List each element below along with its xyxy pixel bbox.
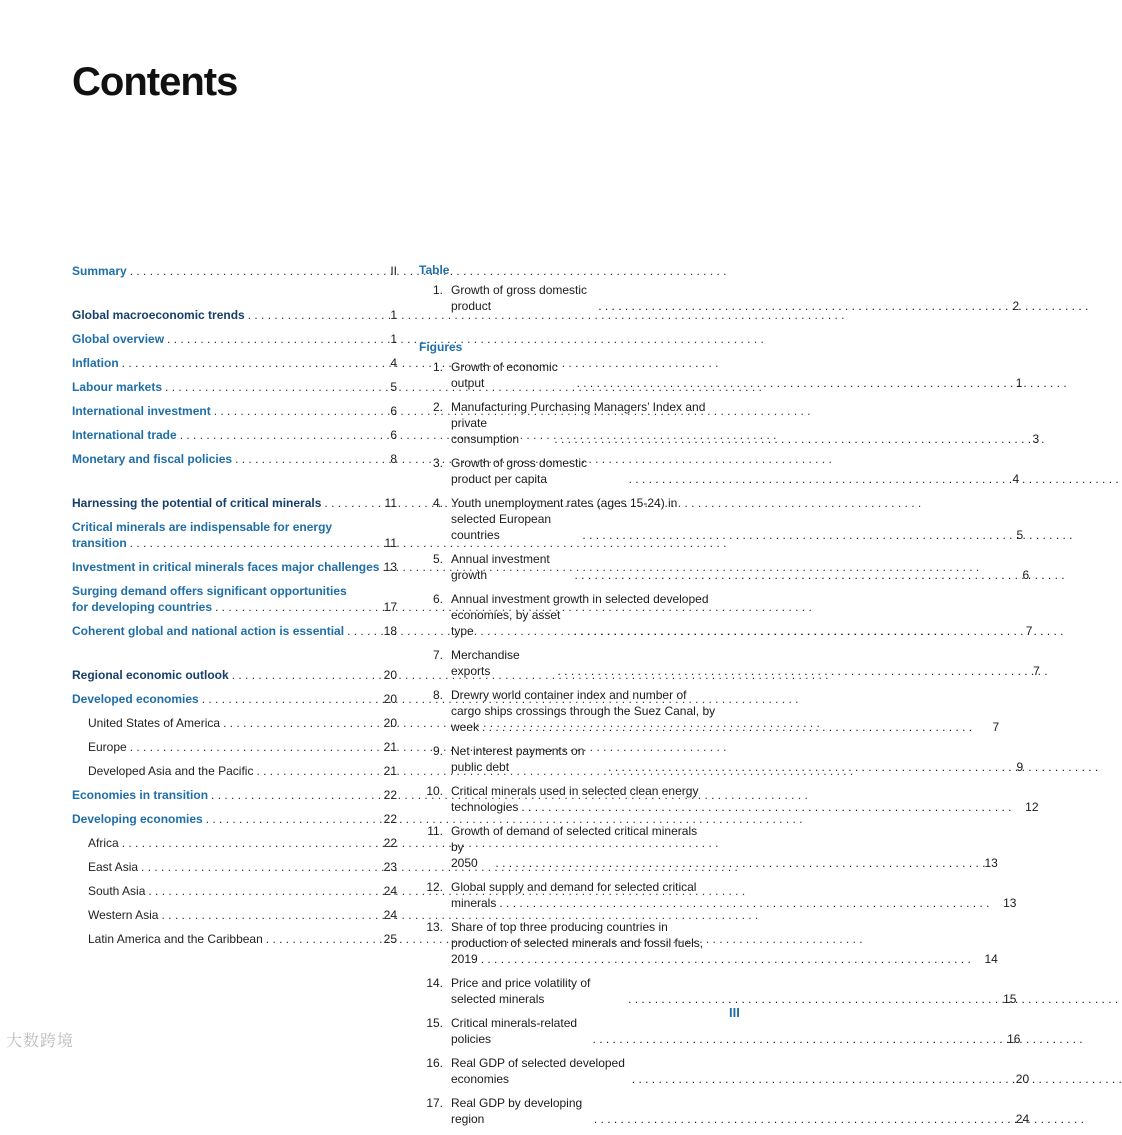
dot-leader bbox=[202, 691, 370, 707]
toc-entry[interactable] bbox=[72, 691, 397, 707]
toc-entry-text bbox=[72, 379, 373, 395]
dot-leader bbox=[211, 787, 370, 803]
entry-number: 7. bbox=[432, 648, 443, 662]
entry-number: 8. bbox=[432, 688, 443, 702]
dot-leader bbox=[180, 427, 370, 443]
entry-body bbox=[451, 975, 1016, 1007]
dot-leader bbox=[628, 991, 989, 1007]
toc-entry-label: Regional economic outlook bbox=[72, 668, 229, 682]
toc-entry-label: South Asia bbox=[88, 884, 146, 898]
figure-entry[interactable] bbox=[419, 647, 1040, 679]
entry-body bbox=[451, 551, 1029, 583]
dot-leader bbox=[629, 471, 993, 487]
entry-number: 6. bbox=[432, 592, 443, 606]
dot-leader bbox=[573, 623, 1005, 639]
toc-entry[interactable] bbox=[72, 355, 397, 371]
entry-label-line: Growth of demand of selected critical minerals bbox=[451, 824, 698, 838]
entry-label-line: Youth unemployment rates (ages 15-24) in bbox=[451, 496, 678, 510]
toc-entry-label: Investment in critical minerals faces major challenges bbox=[72, 560, 380, 574]
dot-leader bbox=[495, 855, 970, 871]
entry-body bbox=[451, 359, 1022, 391]
toc-entry-label: Africa bbox=[88, 836, 119, 850]
toc-page-number: 24 bbox=[1015, 1112, 1030, 1126]
entry-label-line: private consumption bbox=[451, 416, 520, 446]
toc-entry-label: Developed economies bbox=[72, 692, 199, 706]
dot-leader bbox=[324, 495, 370, 511]
entry-label-line: Real GDP of selected developed economies bbox=[451, 1056, 625, 1086]
dot-leader bbox=[235, 451, 370, 467]
toc-entry-label: Economies in transition bbox=[72, 788, 209, 802]
toc-entry[interactable] bbox=[72, 763, 397, 779]
entry-number: 11. bbox=[427, 824, 443, 838]
toc-page-number: 11 bbox=[384, 496, 397, 510]
figure-entry[interactable] bbox=[419, 919, 998, 967]
toc-entry[interactable] bbox=[72, 379, 397, 395]
toc-page-number: 6 bbox=[390, 428, 397, 442]
toc-page-number: 14 bbox=[984, 952, 998, 966]
figure-entry[interactable] bbox=[419, 743, 1024, 775]
toc-entry-label: United States of America bbox=[88, 716, 221, 730]
entry-number: 16. bbox=[426, 1056, 443, 1070]
toc-page-number: 24 bbox=[383, 884, 397, 898]
entry-number: 1. bbox=[432, 360, 443, 374]
toc-entry-text bbox=[72, 403, 373, 419]
dot-leader bbox=[232, 667, 370, 683]
toc-entry-text bbox=[88, 883, 373, 899]
dot-leader bbox=[130, 739, 370, 755]
toc-page-number: 5 bbox=[1016, 528, 1024, 542]
entry-body bbox=[451, 823, 998, 871]
toc-entry-label: Global overview bbox=[72, 332, 165, 346]
toc-page-number: 21 bbox=[383, 740, 397, 754]
toc-page-number: 20 bbox=[383, 692, 397, 706]
entry-body bbox=[451, 282, 1019, 314]
entry-body bbox=[451, 1095, 1029, 1127]
watermark-logo: 大数跨境 bbox=[6, 1033, 75, 1050]
toc-page-number: 20 bbox=[1015, 1072, 1030, 1086]
toc-entry[interactable] bbox=[72, 623, 397, 639]
toc-page-number: 11 bbox=[384, 536, 397, 550]
entry-number: 3. bbox=[432, 456, 443, 470]
toc-entry[interactable] bbox=[72, 427, 397, 443]
entry-label-line: Price and price volatility of selected minerals bbox=[451, 976, 591, 1006]
entry-label-line: selected European countries bbox=[451, 512, 552, 542]
toc-entry[interactable] bbox=[72, 583, 397, 615]
toc-entry-text bbox=[72, 307, 373, 323]
toc-entry-text bbox=[72, 691, 373, 707]
entry-body bbox=[451, 495, 1023, 543]
toc-page-number: 1 bbox=[390, 308, 397, 322]
entry-body bbox=[451, 647, 1040, 679]
toc-entry-label: International trade bbox=[72, 428, 177, 442]
toc-entry[interactable] bbox=[72, 519, 397, 551]
dot-leader bbox=[521, 799, 1011, 815]
toc-page-number: 13 bbox=[984, 856, 998, 870]
toc-page-number: 25 bbox=[383, 932, 397, 946]
entry-label-line: by 2050 bbox=[451, 840, 478, 870]
figure-entry[interactable] bbox=[419, 1015, 1021, 1047]
dot-leader bbox=[223, 715, 370, 731]
table-heading: Table bbox=[419, 263, 450, 277]
dot-leader bbox=[577, 375, 996, 391]
toc-page-number: 5 bbox=[390, 380, 397, 394]
figures-heading: Figures bbox=[419, 340, 463, 354]
entry-body bbox=[451, 783, 1039, 815]
entry-number: 10. bbox=[426, 784, 443, 798]
toc-entry[interactable] bbox=[72, 883, 397, 899]
dot-leader bbox=[256, 763, 370, 779]
toc-entry[interactable] bbox=[72, 495, 397, 511]
entry-label-line: Global supply and demand for selected critical bbox=[451, 880, 697, 894]
toc-page-number: 22 bbox=[383, 788, 397, 802]
toc-entry-text bbox=[88, 715, 373, 731]
dot-leader bbox=[499, 895, 989, 911]
entry-number: 1. bbox=[432, 283, 443, 297]
table-list bbox=[419, 282, 1020, 314]
toc-entry[interactable] bbox=[72, 451, 397, 467]
toc-page-number: 15 bbox=[1003, 992, 1017, 1006]
toc-page-number: 9 bbox=[1016, 760, 1024, 774]
toc-entry-label: Harnessing the potential of critical minerals bbox=[72, 496, 322, 510]
toc-entry-label: Labour markets bbox=[72, 380, 163, 394]
figure-entry[interactable] bbox=[419, 591, 1033, 639]
toc-entry[interactable] bbox=[72, 307, 397, 323]
dot-leader bbox=[130, 535, 370, 551]
toc-entry-label: Monetary and fiscal policies bbox=[72, 452, 233, 466]
toc-page-number: 6 bbox=[1022, 568, 1030, 582]
toc-entry-label: for developing countries bbox=[72, 600, 213, 614]
toc-page-number: 20 bbox=[383, 716, 397, 730]
dot-leader bbox=[482, 719, 972, 735]
entry-label-line: week bbox=[451, 720, 480, 734]
toc-page-number: 13 bbox=[1003, 896, 1017, 910]
toc-page-number: 1 bbox=[1015, 376, 1023, 390]
dot-leader bbox=[215, 599, 370, 615]
dot-leader bbox=[557, 663, 1012, 679]
dot-leader bbox=[165, 379, 370, 395]
toc-entry-label: Developing economies bbox=[72, 812, 203, 826]
toc-entry-text bbox=[88, 739, 373, 755]
dot-leader bbox=[161, 907, 370, 923]
dot-leader bbox=[214, 403, 370, 419]
toc-entry-text bbox=[72, 355, 373, 371]
figure-entry[interactable] bbox=[419, 687, 1000, 735]
dot-leader bbox=[130, 263, 370, 279]
toc-page-number: 7 bbox=[992, 720, 1000, 734]
toc-entry-label: Developed Asia and the Pacific bbox=[88, 764, 254, 778]
dot-leader bbox=[608, 759, 996, 775]
toc-entry-text bbox=[72, 331, 373, 347]
toc-entry-text bbox=[72, 787, 373, 803]
entry-body bbox=[451, 879, 1016, 911]
toc-entry[interactable] bbox=[72, 931, 397, 947]
toc-page-number: 22 bbox=[383, 836, 397, 850]
dot-leader bbox=[148, 883, 370, 899]
toc-page-number: 4 bbox=[390, 356, 397, 370]
toc-entry-text bbox=[88, 907, 373, 923]
entry-body bbox=[451, 591, 1032, 639]
dot-leader bbox=[481, 951, 971, 967]
toc-entry[interactable] bbox=[72, 331, 397, 347]
toc-page-number: 23 bbox=[383, 860, 397, 874]
dot-leader bbox=[554, 431, 1012, 447]
toc-entry[interactable] bbox=[72, 739, 397, 755]
dot-leader bbox=[593, 1031, 994, 1047]
toc-entry-text bbox=[88, 931, 373, 947]
toc-page-number: 22 bbox=[383, 812, 397, 826]
page-title: Contents bbox=[72, 60, 238, 104]
toc-entry-text bbox=[72, 495, 373, 511]
dot-leader bbox=[167, 331, 370, 347]
entry-number: 2. bbox=[432, 400, 443, 414]
dot-leader bbox=[632, 1071, 1002, 1087]
toc-entry[interactable] bbox=[72, 667, 397, 683]
entry-label-line: Manufacturing Purchasing Managers’ Index and bbox=[451, 400, 706, 414]
figure-list bbox=[419, 359, 1040, 1127]
toc-page-number: 24 bbox=[383, 908, 397, 922]
toc-page-number: 2 bbox=[1012, 299, 1020, 313]
figure-entry[interactable] bbox=[419, 551, 1030, 583]
dot-leader bbox=[574, 567, 1002, 583]
entry-label-line: Critical minerals-related policies bbox=[451, 1016, 578, 1046]
toc-entry-label: transition bbox=[72, 536, 127, 550]
entry-label-line: production of selected minerals and fossil fuels, bbox=[451, 936, 704, 950]
entry-label-line: minerals bbox=[451, 896, 497, 910]
dot-leader bbox=[206, 811, 370, 827]
entry-body bbox=[451, 1055, 1029, 1087]
toc-page-number: 6 bbox=[390, 404, 397, 418]
toc-entry[interactable] bbox=[72, 559, 397, 575]
entry-label-line: economies, by asset type bbox=[451, 608, 561, 638]
figure-entry[interactable] bbox=[419, 879, 1017, 911]
toc-entry[interactable] bbox=[72, 403, 397, 419]
figure-entry[interactable] bbox=[419, 1095, 1030, 1127]
toc-entry-label: Global macroeconomic trends bbox=[72, 308, 245, 322]
toc-entry-text bbox=[72, 451, 373, 467]
entry-number: 5. bbox=[432, 552, 443, 566]
toc-entry-label: Critical minerals are indispensable for energy bbox=[72, 520, 333, 534]
toc-right-column bbox=[419, 263, 1040, 1135]
toc-entry[interactable] bbox=[72, 787, 397, 803]
toc-entry-label: Western Asia bbox=[88, 908, 159, 922]
entry-number: 9. bbox=[432, 744, 443, 758]
entry-label-line: technologies bbox=[451, 800, 519, 814]
entry-number: 12. bbox=[426, 880, 443, 894]
toc-entry[interactable] bbox=[72, 859, 397, 875]
entry-label-line: Drewry world container index and number of bbox=[451, 688, 687, 702]
toc-entry[interactable] bbox=[72, 263, 397, 279]
figure-entry[interactable] bbox=[419, 1055, 1030, 1087]
toc-entry[interactable] bbox=[72, 715, 397, 731]
entry-body bbox=[451, 919, 998, 967]
figure-entry[interactable] bbox=[419, 399, 1040, 447]
toc-entry-label: Surging demand offers significant opportunities bbox=[72, 584, 347, 598]
entry-number: 13. bbox=[426, 920, 443, 934]
dot-leader bbox=[141, 859, 370, 875]
figure-entry[interactable] bbox=[419, 455, 1020, 487]
entry-label-line: Share of top three producing countries in bbox=[451, 920, 668, 934]
dot-leader bbox=[122, 355, 370, 371]
toc-entry-text bbox=[72, 623, 373, 639]
dot-leader bbox=[122, 835, 370, 851]
dot-leader bbox=[347, 623, 370, 639]
figure-entry[interactable] bbox=[419, 495, 1024, 543]
toc-page-number: 16 bbox=[1007, 1032, 1021, 1046]
toc-entry-label: East Asia bbox=[88, 860, 139, 874]
entry-label-line: Growth of economic output bbox=[451, 360, 558, 390]
toc-entry-label: Latin America and the Caribbean bbox=[88, 932, 263, 946]
toc-page-number: 18 bbox=[383, 624, 397, 638]
table-entry[interactable] bbox=[419, 282, 1020, 314]
entry-body bbox=[451, 399, 1039, 447]
toc-page-number: 21 bbox=[383, 764, 397, 778]
toc-entry-text bbox=[72, 559, 380, 575]
figure-entry[interactable] bbox=[419, 359, 1023, 391]
dot-leader bbox=[594, 1111, 1002, 1127]
toc-entry-label: Europe bbox=[88, 740, 127, 754]
entry-body bbox=[451, 743, 1023, 775]
toc-entry-text bbox=[72, 667, 373, 683]
toc-entry-text bbox=[88, 859, 373, 875]
toc-page-number: 12 bbox=[1025, 800, 1039, 814]
toc-entry-label: International investment bbox=[72, 404, 211, 418]
entry-number: 14. bbox=[426, 976, 443, 990]
toc-page-number: 8 bbox=[390, 452, 397, 466]
entry-label-line: 2019 bbox=[451, 952, 478, 966]
figure-entry[interactable] bbox=[419, 823, 998, 871]
entry-body bbox=[451, 687, 999, 735]
dot-leader bbox=[248, 307, 370, 323]
entry-label-line: Critical minerals used in selected clean energy bbox=[451, 784, 699, 798]
toc-entry-text bbox=[88, 763, 373, 779]
toc-page-number: 3 bbox=[1032, 432, 1040, 446]
entry-label-line: Growth of gross domestic product bbox=[451, 283, 588, 313]
entry-label-line: Net interest payments on public debt bbox=[451, 744, 585, 774]
toc-page-number: 20 bbox=[383, 668, 397, 682]
entry-label-line: Merchandise exports bbox=[451, 648, 520, 678]
toc-entry-text bbox=[72, 811, 373, 827]
figure-entry[interactable] bbox=[419, 975, 1017, 1007]
dot-leader bbox=[598, 298, 992, 314]
toc-entry[interactable] bbox=[72, 835, 397, 851]
toc-page-number: 1 bbox=[390, 332, 397, 346]
toc-page-number: 7 bbox=[1025, 624, 1033, 638]
entry-label-line: Real GDP by developing region bbox=[451, 1096, 583, 1126]
toc-left-column bbox=[72, 263, 397, 955]
toc-entry-label: Coherent global and national action is essential bbox=[72, 624, 345, 638]
toc-entry-label: Summary bbox=[72, 264, 127, 278]
toc-page-number: 4 bbox=[1012, 472, 1020, 486]
toc-page-number: 7 bbox=[1033, 664, 1040, 678]
entry-body bbox=[451, 455, 1019, 487]
toc-page-number: 13 bbox=[383, 560, 397, 574]
dot-leader bbox=[266, 931, 370, 947]
toc-entry[interactable] bbox=[72, 811, 397, 827]
dot-leader bbox=[582, 527, 996, 543]
entry-number: 17. bbox=[426, 1096, 443, 1110]
figure-entry[interactable] bbox=[419, 783, 1039, 815]
toc-entry[interactable] bbox=[72, 907, 397, 923]
toc-entry-label: Inflation bbox=[72, 356, 119, 370]
entry-label-line: cargo ships crossings through the Suez Canal, by bbox=[451, 704, 716, 718]
toc-page-number: II bbox=[390, 264, 397, 278]
entry-number: 4. bbox=[432, 496, 443, 510]
toc-entry-text bbox=[88, 835, 373, 851]
entry-label-line: Annual investment growth bbox=[451, 552, 550, 582]
toc-page-number: 17 bbox=[383, 600, 397, 614]
toc-entry-text bbox=[72, 427, 373, 443]
page-number: III bbox=[729, 1005, 740, 1020]
toc-entry-text bbox=[72, 263, 373, 279]
entry-number: 15. bbox=[426, 1016, 443, 1030]
entry-label-line: Growth of gross domestic product per capita bbox=[451, 456, 588, 486]
entry-label-line: Annual investment growth in selected developed bbox=[451, 592, 709, 606]
